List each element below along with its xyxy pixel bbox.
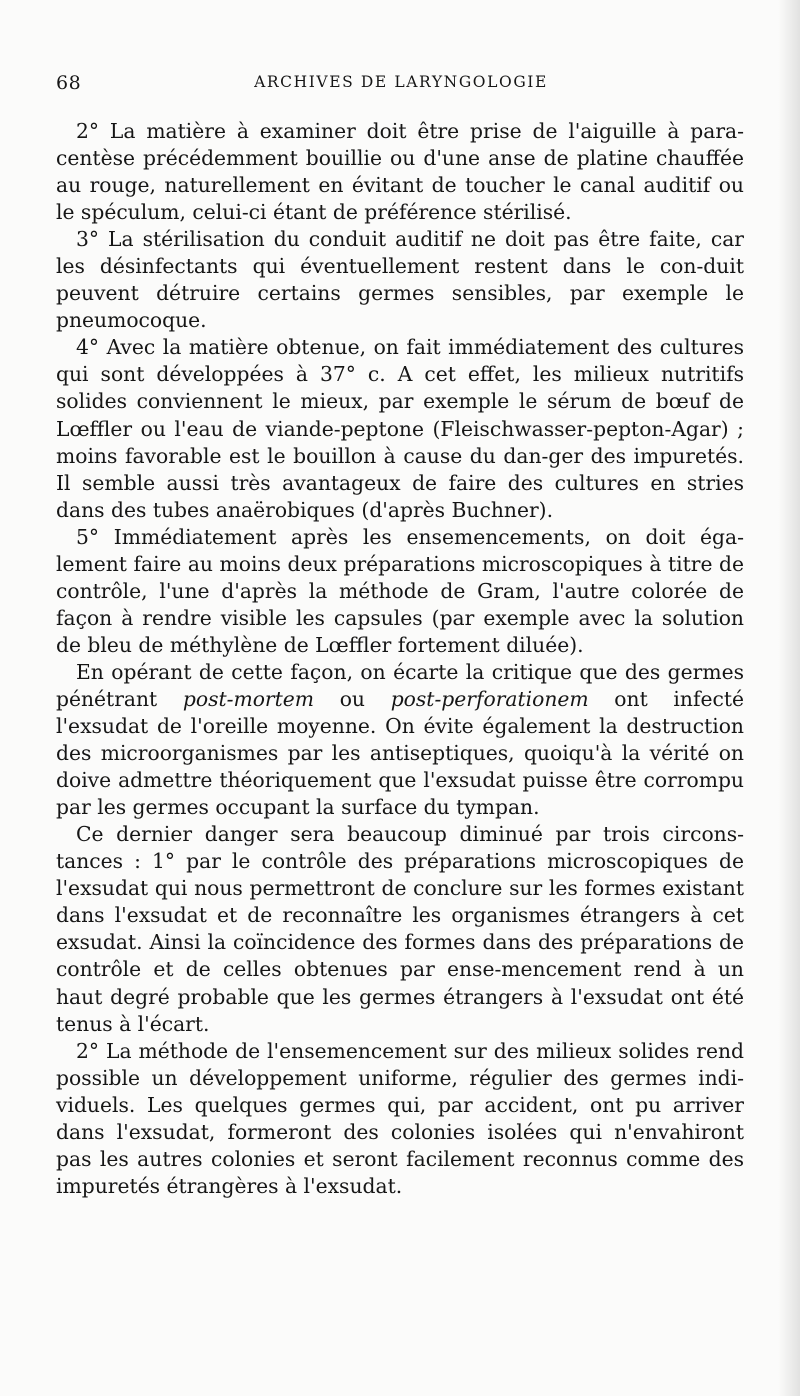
paragraph-item-4: 4° Avec la matière obtenue, on fait immédiatement des cultures qui sont développées à 37° c. A cet effet, les milieux nutritifs solides conviennent le mieux, par exemple le sérum de bœuf de Lœffler ou l'eau de viande-peptone (Fleischwasser-pepton-Agar) ; moins favorable est le bouillon à cause du dan-ger des impuretés. Il semble aussi très avantageux de faire des cultures en stries dans des tubes anaërobiques (d'après Buchner). bbox=[56, 335, 744, 522]
paragraph-text-segment: ou bbox=[314, 686, 391, 711]
running-title: ARCHIVES DE LARYNGOLOGIE bbox=[254, 73, 548, 91]
page-number: 68 bbox=[56, 72, 82, 94]
paragraph-text-segment: En opérant de cette façon, on écarte la critique que des germes pénétrant bbox=[56, 659, 744, 711]
italic-term-post-mortem: post-mortem bbox=[182, 686, 315, 711]
paragraph-text-segment: ont infecté l'exsudat de l'oreille moyenne. On évite également la destruction des microorganismes par les antiseptiques, quoiqu'à la vérité on doive admettre théoriquement que l'exsudat puisse être corrompu par les germes occupant la surface du tympan. bbox=[56, 686, 744, 820]
paragraph-danger: Ce dernier danger sera beaucoup diminué par trois circons-tances : 1° par le contrôle des préparations microscopiques de l'exsudat qui nous permettront de conclure sur les formes existant dans l'exsudat et de reconnaître les organismes étrangers à cet exsudat. Ainsi la coïncidence des formes dans des préparations de contrôle et de celles obtenues par ense-mencement rend à un haut degré probable que les germes étrangers à l'exsudat ont été tenus à l'écart. bbox=[56, 822, 744, 1036]
italic-term-post-perforationem: post-perforationem bbox=[390, 686, 589, 711]
paragraph-operant bbox=[56, 659, 744, 821]
paragraph-item-2: 2° La matière à examiner doit être prise de l'aiguille à para-centèse précédemment bouillie ou d'une anse de platine chauffée au rouge, naturellement en évitant de toucher le canal auditif ou le spéculum, celui-ci étant de préférence stérilisé. bbox=[56, 119, 744, 225]
paragraph-item-3: 3° La stérilisation du conduit auditif ne doit pas être faite, car les désinfectants qui éventuellement restent dans le con-duit peuvent détruire certains germes sensibles, par exemple le pneumocoque. bbox=[56, 227, 744, 333]
paragraph-item-5: 5° Immédiatement après les ensemencements, on doit éga-lement faire au moins deux préparations microscopiques à titre de contrôle, l'une d'après la méthode de Gram, l'autre colorée de façon à rendre visible les capsules (par exemple avec la solution de bleu de méthylène de Lœffler fortement diluée). bbox=[56, 524, 744, 657]
body-text bbox=[56, 118, 744, 1200]
page-header bbox=[56, 72, 746, 102]
paragraph-methode: 2° La méthode de l'ensemencement sur des milieux solides rend possible un développement uniforme, régulier des germes indi-viduels. Les quelques germes qui, par accident, ont pu arriver dans l'exsudat, formeront des colonies isolées qui n'envahiront pas les autres colonies et seront facilement reconnus comme des impuretés étrangères à l'exsudat. bbox=[56, 1038, 744, 1198]
